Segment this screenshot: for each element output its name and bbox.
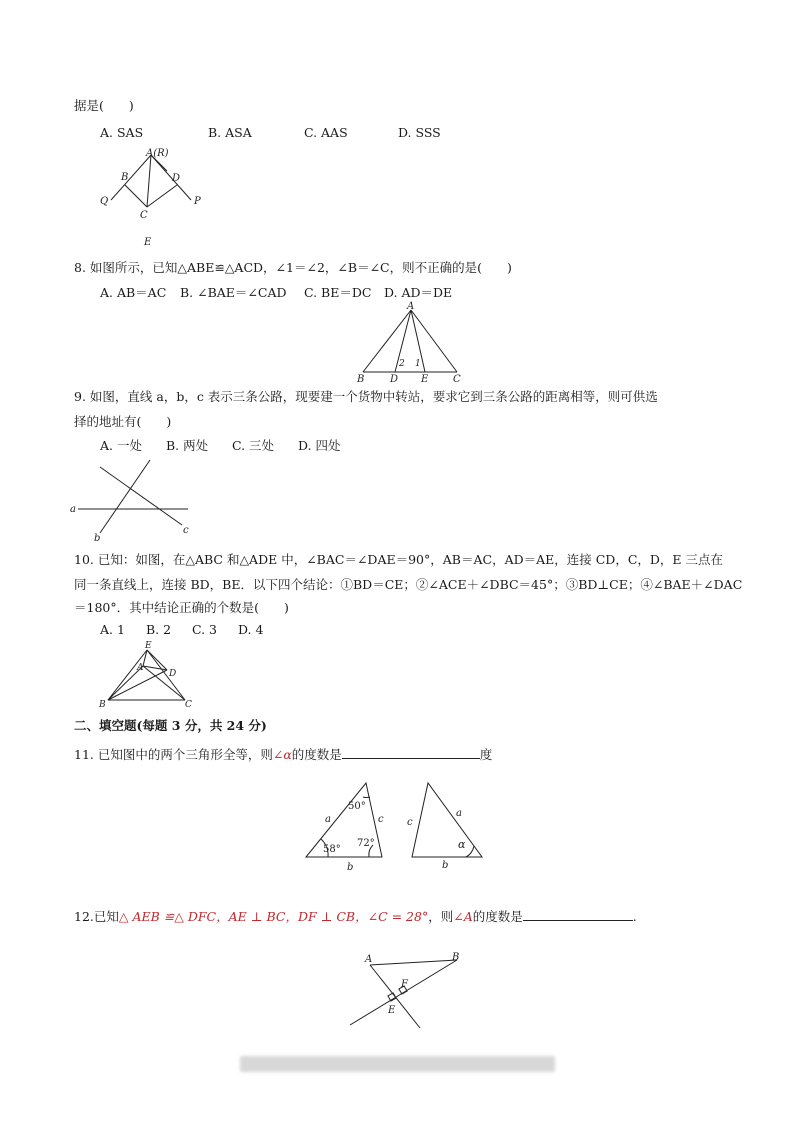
q9-label-c: c xyxy=(183,525,189,536)
q10-label-c: C xyxy=(185,700,192,710)
q12-stem: 12.已知△ AEB ≌△ DFC，AE ⊥ BC，DF ⊥ CB，∠C = 28°，则∠A的度数是 . xyxy=(74,909,637,924)
q10-label-b: B xyxy=(99,700,106,710)
q7-option-a: A. SAS xyxy=(100,125,144,140)
q10-label-e: E xyxy=(145,641,152,651)
q7-label-b: B xyxy=(121,172,129,183)
q7-option-d: D. SSS xyxy=(397,125,441,140)
q8-option-b: B. ∠BAE＝∠CAD xyxy=(179,285,287,300)
q8-label-2: 2 xyxy=(399,359,405,369)
q7-option-b: B. ASA xyxy=(207,125,252,140)
q11-stem xyxy=(74,745,492,763)
q9-option-b: B. 两处 xyxy=(165,438,209,453)
q12-label-e: E xyxy=(388,1005,396,1016)
q8-label-d: D xyxy=(390,374,399,385)
q11-label-c1: c xyxy=(378,814,384,825)
q9-option-a: A. 一处 xyxy=(100,438,142,453)
q9-figure xyxy=(70,455,200,545)
q11-label-a2: a xyxy=(456,808,462,819)
q10-options xyxy=(100,622,263,637)
q11-label-a1: a xyxy=(325,814,331,825)
q8-figure xyxy=(355,300,470,390)
q11-label-58: 58° xyxy=(323,844,341,855)
q7-options xyxy=(100,125,441,140)
q11-label-b1: b xyxy=(347,862,354,873)
q7-option-c: C. AAS xyxy=(303,125,348,140)
q11-stem-text: 11. 已知图中的两个三角形全等，则 xyxy=(74,747,273,762)
q12-label-b: B xyxy=(452,952,460,963)
q7-label-c: C xyxy=(140,210,148,221)
q11-label-b2: b xyxy=(442,860,449,871)
q7-label-p: P xyxy=(194,196,201,207)
q11-label-c2: c xyxy=(407,817,413,828)
q8-label-1: 1 xyxy=(415,359,421,369)
q10-option-a: A. 1 xyxy=(100,622,125,637)
q9-option-d: D. 四处 xyxy=(297,438,341,453)
q9-stem-line1: 9. 如图，直线 a，b，c 表示三条公路，现要建一个货物中转站，要求它到三条公路的距离相等，则可供选 xyxy=(74,389,658,404)
q7-label-q: Q xyxy=(100,196,109,207)
q9-option-c: C. 三处 xyxy=(231,438,275,453)
q12-middle: ，则 xyxy=(428,909,454,924)
q11-label-50: 50° xyxy=(348,801,366,812)
q7-label-a: A(R) xyxy=(146,148,169,159)
q8-option-c: C. BE＝DC xyxy=(303,285,372,300)
q12-suffix: 的度数是 xyxy=(472,909,523,924)
q9-label-b: b xyxy=(94,533,101,544)
q8-label-e: E xyxy=(421,374,429,385)
q10-stem-line3: ＝180°．其中结论正确的个数是( ) xyxy=(74,600,289,615)
q9-stem-line2: 择的地址有( ) xyxy=(74,414,172,429)
q12-label-a: A xyxy=(365,954,373,965)
q8-label-a: A xyxy=(407,301,415,312)
q9-label-a: a xyxy=(70,504,76,515)
q11-answer-blank[interactable] xyxy=(342,746,480,759)
q12-figure xyxy=(345,950,465,1030)
q12-answer-blank[interactable] xyxy=(523,908,633,921)
q8-stem: 8. 如图所示，已知△ABE≌△ACD，∠1＝∠2，∠B＝∠C，则不正确的是( ) xyxy=(74,260,512,275)
q11-label-alpha: α xyxy=(458,838,466,851)
q11-label-72: 72° xyxy=(357,838,375,849)
blurred-watermark xyxy=(240,1056,555,1072)
q11-unit: 度 xyxy=(479,747,493,762)
q10-option-b: B. 2 xyxy=(145,622,172,637)
section-title: 二、填空题(每题 3 分，共 24 分) xyxy=(74,718,267,733)
q8-label-b: B xyxy=(357,374,365,385)
q11-figure xyxy=(300,775,490,875)
q11-angle: ∠α xyxy=(272,747,292,762)
q10-stem-line2: 同一条直线上，连接 BD，BE．以下四个结论：①BD＝CE；②∠ACE＋∠DBC＝45°；③BD⊥CE；④∠BAE＋∠DAC xyxy=(74,577,743,592)
q12-prefix: 12.已知 xyxy=(74,909,119,924)
q8-option-d: D. AD＝DE xyxy=(383,285,453,300)
q10-label-d: D xyxy=(169,669,177,679)
q8-option-a: A. AB＝AC xyxy=(100,285,167,300)
q11-stem-end: 的度数是 xyxy=(291,747,342,762)
q7-label-d: D xyxy=(172,173,181,184)
q12-label-f: F xyxy=(401,979,408,990)
q12-angle: ∠A xyxy=(453,909,473,924)
q7-stem-end: 据是( ) xyxy=(74,98,134,113)
q9-options xyxy=(100,436,340,454)
q12-condition: △ AEB ≌△ DFC，AE ⊥ BC，DF ⊥ CB，∠C = 28° xyxy=(118,909,429,924)
q10-label-a: A xyxy=(137,663,144,673)
q10-stem-line1: 10. 已知：如图，在△ABC 和△ADE 中，∠BAC＝∠DAE＝90°，AB＝AC，AD＝AE，连接 CD，C，D，E 三点在 xyxy=(74,552,724,567)
q10-figure xyxy=(95,640,200,710)
q10-option-d: D. 4 xyxy=(237,622,264,637)
q10-option-c: C. 3 xyxy=(191,622,217,637)
q7-label-e: E xyxy=(144,237,152,248)
q8-label-c: C xyxy=(453,374,461,385)
q7-figure xyxy=(95,145,210,250)
q8-options xyxy=(100,283,452,301)
